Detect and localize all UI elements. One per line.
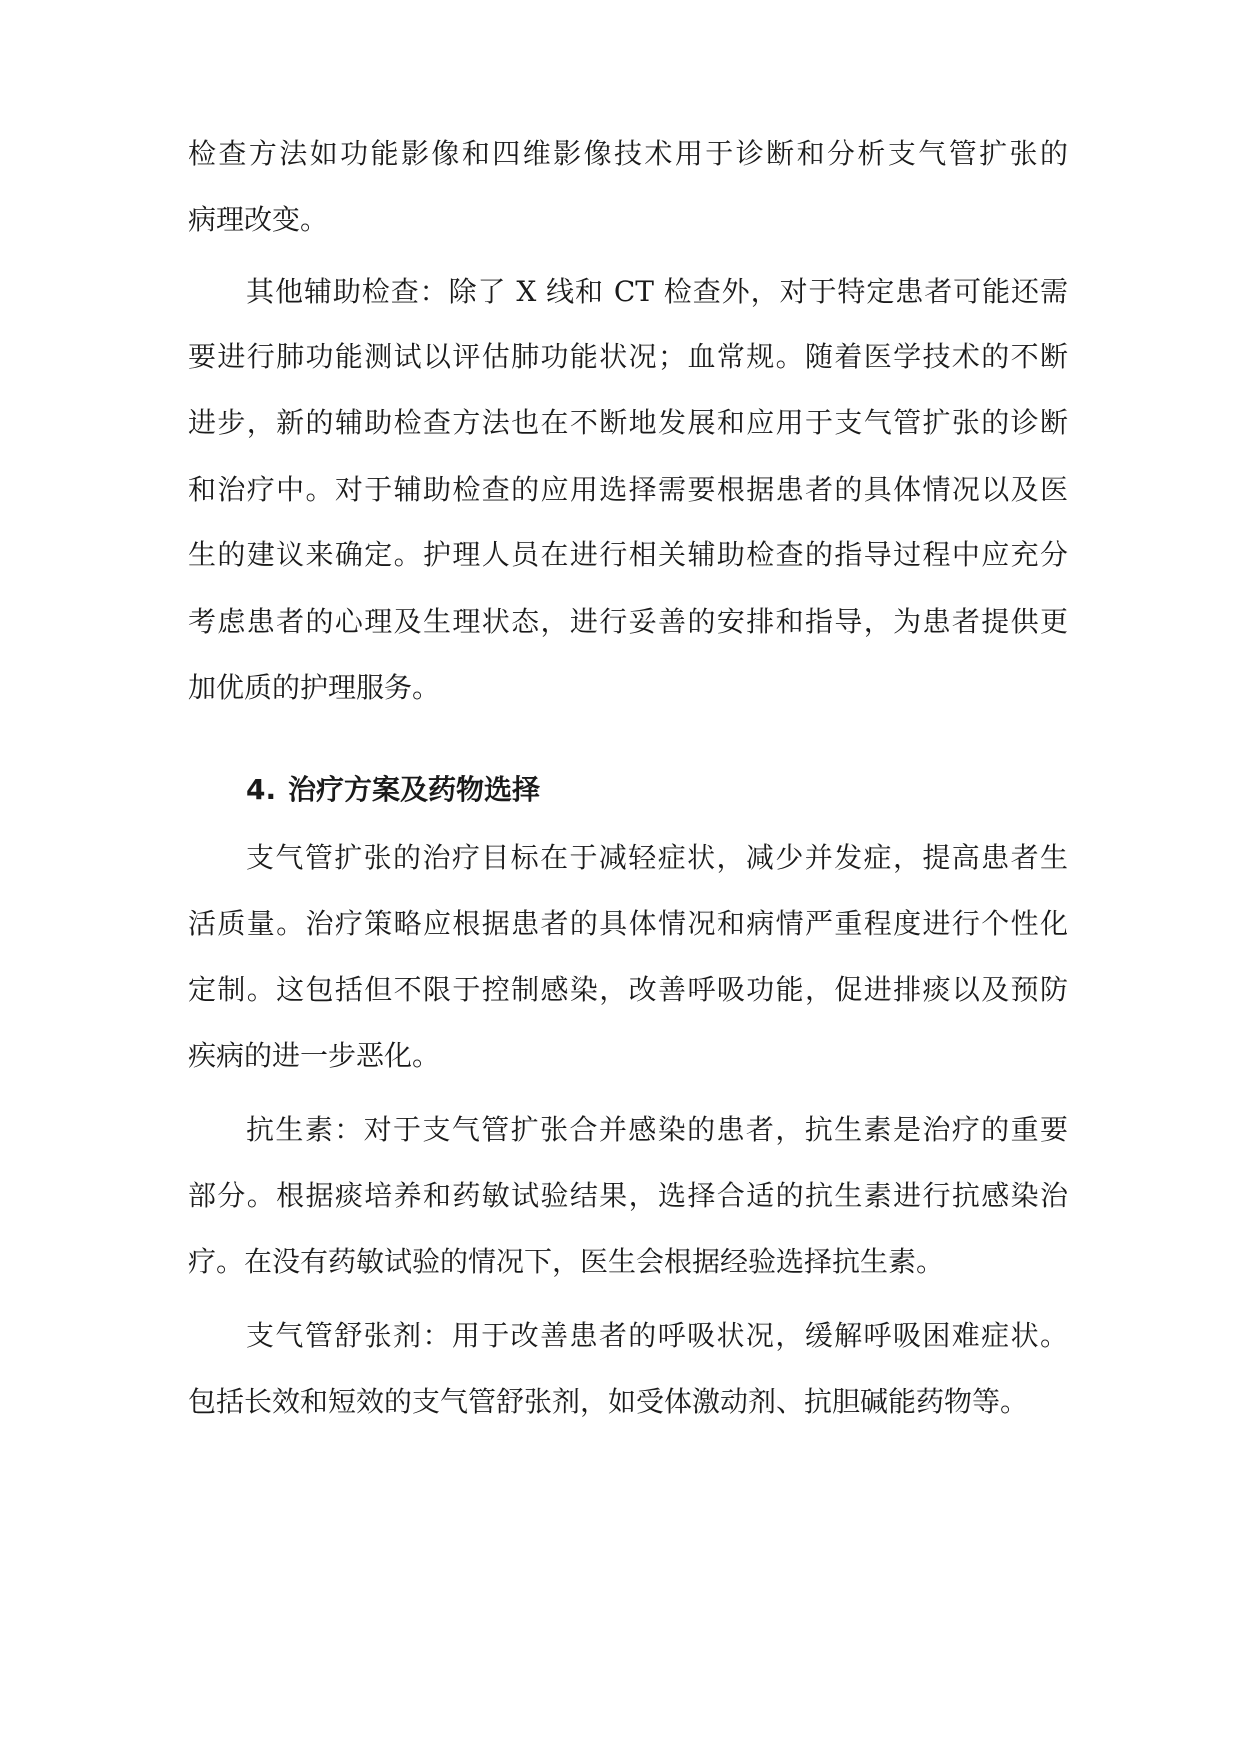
paragraph-4-line-1: 抗生素：对于支气管扩张合并感染的患者，抗生素是治疗的重要 [246, 1113, 1068, 1146]
paragraph-4-line-3: 疗。在没有药敏试验的情况下，医生会根据经验选择抗生素。 [188, 1245, 945, 1278]
paragraph-1-line-1: 检查方法如功能影像和四维影像技术用于诊断和分析支气管扩张的 [188, 137, 1068, 170]
paragraph-3-line-1: 支气管扩张的治疗目标在于减轻症状，减少并发症，提高患者生 [246, 841, 1068, 874]
paragraph-2-line-5: 生的建议来确定。护理人员在进行相关辅助检查的指导过程中应充分 [188, 538, 1068, 571]
paragraph-2-line-7: 加优质的护理服务。 [188, 671, 441, 704]
paragraph-3-line-3: 定制。这包括但不限于控制感染，改善呼吸功能，促进排痰以及预防 [188, 973, 1068, 1006]
paragraph-2-line-2: 要进行肺功能测试以评估肺功能状况；血常规。随着医学技术的不断 [188, 340, 1068, 373]
paragraph-5-line-2: 包括长效和短效的支气管舒张剂，如受体激动剂、抗胆碱能药物等。 [188, 1385, 1029, 1418]
paragraph-3-line-4: 疾病的进一步恶化。 [188, 1039, 441, 1072]
section-title: 治疗方案及药物选择 [288, 773, 541, 806]
paragraph-2-line-4: 和治疗中。对于辅助检查的应用选择需要根据患者的具体情况以及医 [188, 473, 1068, 506]
paragraph-2-line-6: 考虑患者的心理及生理状态，进行妥善的安排和指导，为患者提供更 [188, 605, 1068, 638]
section-number: 4. [246, 773, 277, 806]
section-heading [246, 770, 540, 810]
paragraph-4-line-2: 部分。根据痰培养和药敏试验结果，选择合适的抗生素进行抗感染治 [188, 1179, 1068, 1212]
paragraph-5-line-1: 支气管舒张剂：用于改善患者的呼吸状况，缓解呼吸困难症状。 [246, 1319, 1068, 1352]
paragraph-1-line-2: 病理改变。 [188, 203, 329, 236]
paragraph-2-line-1: 其他辅助检查：除了 X 线和 CT 检查外，对于特定患者可能还需 [246, 275, 1068, 308]
paragraph-3-line-2: 活质量。治疗策略应根据患者的具体情况和病情严重程度进行个性化 [188, 907, 1068, 940]
paragraph-2-line-3: 进步，新的辅助检查方法也在不断地发展和应用于支气管扩张的诊断 [188, 406, 1068, 439]
